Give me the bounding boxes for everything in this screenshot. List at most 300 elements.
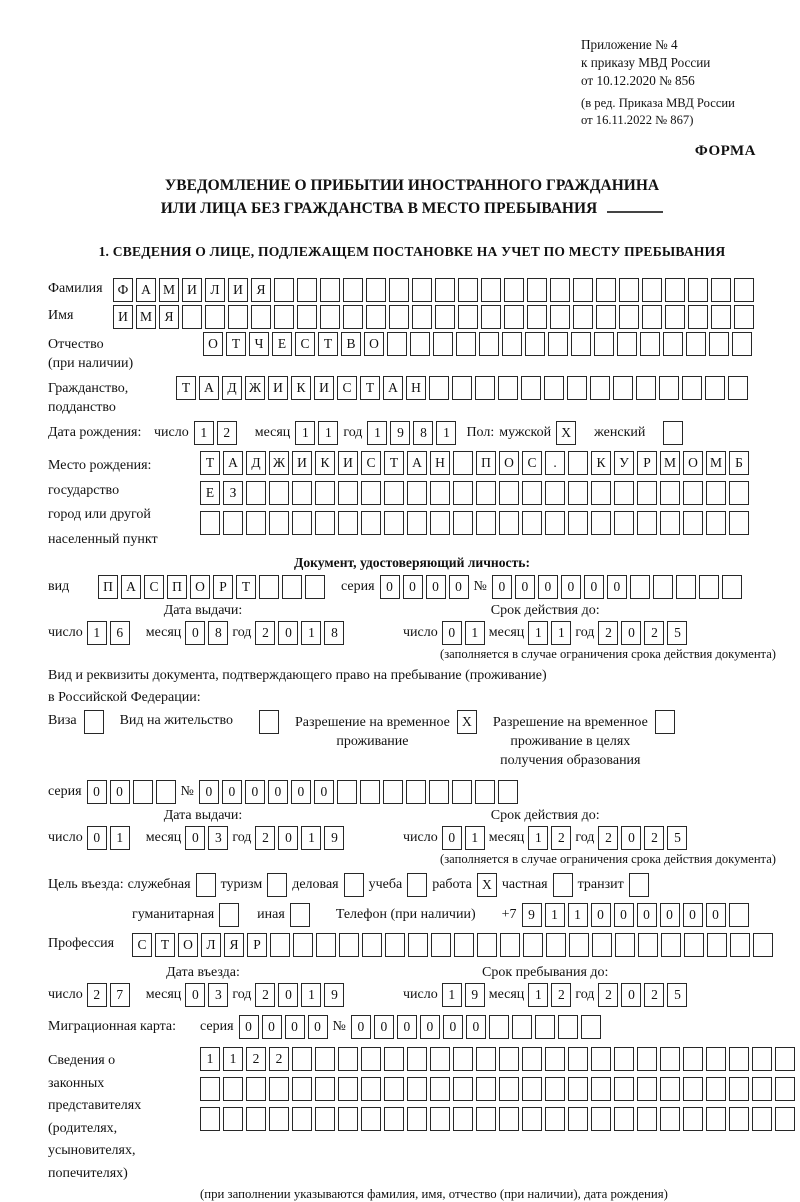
char-cell[interactable] (292, 1047, 312, 1071)
char-cell[interactable] (337, 780, 357, 804)
char-cell[interactable] (499, 1077, 519, 1101)
char-cell[interactable]: 0 (314, 780, 334, 804)
char-cell[interactable] (525, 332, 545, 356)
char-cell[interactable]: 0 (492, 575, 512, 599)
char-cell[interactable] (430, 511, 450, 535)
char-cell[interactable]: 1 (568, 903, 588, 927)
char-cell[interactable] (407, 1107, 427, 1131)
char-cell[interactable] (410, 332, 430, 356)
char-cell[interactable] (489, 1015, 509, 1039)
char-cell[interactable]: Р (213, 575, 233, 599)
char-cell[interactable] (246, 481, 266, 505)
char-cell[interactable]: К (591, 451, 611, 475)
purpose-official-checkbox[interactable] (196, 873, 216, 897)
char-cell[interactable]: 2 (255, 983, 275, 1007)
char-cell[interactable] (660, 1077, 680, 1101)
char-cell[interactable] (729, 481, 749, 505)
char-cell[interactable]: 0 (442, 621, 462, 645)
purpose-study-checkbox[interactable] (407, 873, 427, 897)
char-cell[interactable] (732, 332, 752, 356)
char-cell[interactable] (614, 1077, 634, 1101)
char-cell[interactable] (259, 575, 279, 599)
char-cell[interactable] (642, 278, 662, 302)
char-cell[interactable]: И (314, 376, 334, 400)
char-cell[interactable]: Д (246, 451, 266, 475)
char-cell[interactable]: С (522, 451, 542, 475)
char-cell[interactable] (571, 332, 591, 356)
char-cell[interactable] (615, 933, 635, 957)
char-cell[interactable] (568, 1107, 588, 1131)
char-cell[interactable]: У (614, 451, 634, 475)
char-cell[interactable] (707, 933, 727, 957)
char-cell[interactable] (481, 305, 501, 329)
char-cell[interactable] (476, 511, 496, 535)
char-cell[interactable] (775, 1107, 795, 1131)
char-cell[interactable] (476, 1047, 496, 1071)
char-cell[interactable] (475, 780, 495, 804)
char-cell[interactable]: 8 (208, 621, 228, 645)
purpose-business-checkbox[interactable] (344, 873, 364, 897)
char-cell[interactable]: 0 (397, 1015, 417, 1039)
char-cell[interactable]: 2 (551, 983, 571, 1007)
char-cell[interactable]: 3 (208, 826, 228, 850)
char-cell[interactable] (435, 278, 455, 302)
char-cell[interactable] (614, 511, 634, 535)
char-cell[interactable]: 2 (644, 826, 664, 850)
char-cell[interactable] (752, 1107, 772, 1131)
char-cell[interactable] (430, 1047, 450, 1071)
char-cell[interactable]: 1 (528, 983, 548, 1007)
char-cell[interactable] (182, 305, 202, 329)
char-cell[interactable]: 0 (87, 826, 107, 850)
char-cell[interactable] (499, 481, 519, 505)
char-cell[interactable] (338, 511, 358, 535)
char-cell[interactable]: Я (251, 278, 271, 302)
char-cell[interactable] (297, 278, 317, 302)
char-cell[interactable]: М (706, 451, 726, 475)
char-cell[interactable] (594, 332, 614, 356)
char-cell[interactable] (660, 1047, 680, 1071)
char-cell[interactable]: Ж (269, 451, 289, 475)
char-cell[interactable] (384, 481, 404, 505)
purpose-humanitarian-checkbox[interactable] (219, 903, 239, 927)
char-cell[interactable] (521, 376, 541, 400)
char-cell[interactable] (412, 305, 432, 329)
char-cell[interactable] (458, 278, 478, 302)
char-cell[interactable] (653, 575, 673, 599)
char-cell[interactable]: Ж (245, 376, 265, 400)
purpose-private-checkbox[interactable] (553, 873, 573, 897)
char-cell[interactable] (362, 933, 382, 957)
char-cell[interactable]: Т (155, 933, 175, 957)
char-cell[interactable] (684, 933, 704, 957)
char-cell[interactable]: 0 (185, 826, 205, 850)
char-cell[interactable] (545, 511, 565, 535)
char-cell[interactable] (246, 1077, 266, 1101)
char-cell[interactable] (452, 376, 472, 400)
char-cell[interactable]: 0 (538, 575, 558, 599)
char-cell[interactable]: 0 (278, 826, 298, 850)
char-cell[interactable]: 2 (246, 1047, 266, 1071)
char-cell[interactable] (338, 1077, 358, 1101)
char-cell[interactable]: 2 (644, 983, 664, 1007)
char-cell[interactable] (614, 1047, 634, 1071)
char-cell[interactable] (591, 511, 611, 535)
char-cell[interactable] (454, 933, 474, 957)
char-cell[interactable] (683, 481, 703, 505)
char-cell[interactable] (408, 933, 428, 957)
char-cell[interactable] (545, 1047, 565, 1071)
char-cell[interactable]: 2 (598, 983, 618, 1007)
char-cell[interactable] (476, 1107, 496, 1131)
char-cell[interactable] (502, 332, 522, 356)
char-cell[interactable] (406, 780, 426, 804)
char-cell[interactable] (699, 575, 719, 599)
char-cell[interactable]: 0 (239, 1015, 259, 1039)
char-cell[interactable]: 0 (515, 575, 535, 599)
char-cell[interactable] (592, 933, 612, 957)
char-cell[interactable]: 0 (706, 903, 726, 927)
char-cell[interactable] (383, 780, 403, 804)
char-cell[interactable] (430, 1107, 450, 1131)
char-cell[interactable]: 1 (551, 621, 571, 645)
char-cell[interactable] (550, 305, 570, 329)
char-cell[interactable]: 0 (351, 1015, 371, 1039)
char-cell[interactable] (706, 1047, 726, 1071)
char-cell[interactable] (343, 278, 363, 302)
char-cell[interactable]: 0 (185, 621, 205, 645)
char-cell[interactable]: 1 (367, 421, 387, 445)
char-cell[interactable]: 0 (110, 780, 130, 804)
char-cell[interactable] (688, 305, 708, 329)
char-cell[interactable]: И (182, 278, 202, 302)
char-cell[interactable]: Ч (249, 332, 269, 356)
char-cell[interactable]: И (113, 305, 133, 329)
char-cell[interactable]: 1 (295, 421, 315, 445)
char-cell[interactable]: 9 (324, 826, 344, 850)
char-cell[interactable]: А (121, 575, 141, 599)
char-cell[interactable] (407, 1047, 427, 1071)
char-cell[interactable] (617, 332, 637, 356)
char-cell[interactable]: 0 (285, 1015, 305, 1039)
char-cell[interactable] (430, 481, 450, 505)
char-cell[interactable] (366, 305, 386, 329)
char-cell[interactable]: 0 (222, 780, 242, 804)
char-cell[interactable] (728, 376, 748, 400)
char-cell[interactable]: 2 (551, 826, 571, 850)
char-cell[interactable] (619, 305, 639, 329)
char-cell[interactable] (686, 332, 706, 356)
char-cell[interactable]: С (295, 332, 315, 356)
char-cell[interactable] (568, 1047, 588, 1071)
char-cell[interactable]: Л (205, 278, 225, 302)
char-cell[interactable]: А (223, 451, 243, 475)
char-cell[interactable] (523, 933, 543, 957)
char-cell[interactable]: 0 (466, 1015, 486, 1039)
char-cell[interactable]: 3 (208, 983, 228, 1007)
char-cell[interactable] (775, 1077, 795, 1101)
char-cell[interactable] (591, 481, 611, 505)
char-cell[interactable]: 2 (255, 621, 275, 645)
char-cell[interactable] (522, 1107, 542, 1131)
char-cell[interactable] (251, 305, 271, 329)
char-cell[interactable]: Т (360, 376, 380, 400)
char-cell[interactable]: М (660, 451, 680, 475)
char-cell[interactable]: Е (272, 332, 292, 356)
char-cell[interactable]: 9 (465, 983, 485, 1007)
char-cell[interactable] (504, 305, 524, 329)
char-cell[interactable]: 9 (522, 903, 542, 927)
char-cell[interactable]: Д (222, 376, 242, 400)
char-cell[interactable]: 9 (390, 421, 410, 445)
char-cell[interactable] (384, 1077, 404, 1101)
char-cell[interactable] (682, 376, 702, 400)
char-cell[interactable] (729, 1107, 749, 1131)
char-cell[interactable] (269, 1077, 289, 1101)
char-cell[interactable] (663, 332, 683, 356)
char-cell[interactable]: Л (201, 933, 221, 957)
char-cell[interactable] (558, 1015, 578, 1039)
char-cell[interactable]: 8 (324, 621, 344, 645)
char-cell[interactable] (637, 1047, 657, 1071)
char-cell[interactable]: 1 (200, 1047, 220, 1071)
char-cell[interactable] (479, 332, 499, 356)
char-cell[interactable]: 1 (223, 1047, 243, 1071)
char-cell[interactable] (567, 376, 587, 400)
char-cell[interactable] (729, 1077, 749, 1101)
char-cell[interactable]: 5 (667, 621, 687, 645)
char-cell[interactable] (228, 305, 248, 329)
char-cell[interactable] (292, 481, 312, 505)
char-cell[interactable]: Н (430, 451, 450, 475)
char-cell[interactable]: В (341, 332, 361, 356)
char-cell[interactable]: 0 (607, 575, 627, 599)
char-cell[interactable] (522, 511, 542, 535)
char-cell[interactable] (596, 278, 616, 302)
char-cell[interactable] (642, 305, 662, 329)
char-cell[interactable] (156, 780, 176, 804)
char-cell[interactable]: 0 (637, 903, 657, 927)
char-cell[interactable] (729, 903, 749, 927)
char-cell[interactable] (730, 933, 750, 957)
char-cell[interactable] (246, 511, 266, 535)
char-cell[interactable]: 0 (660, 903, 680, 927)
char-cell[interactable] (269, 511, 289, 535)
char-cell[interactable] (705, 376, 725, 400)
char-cell[interactable] (297, 305, 317, 329)
char-cell[interactable] (706, 1077, 726, 1101)
char-cell[interactable]: 0 (426, 575, 446, 599)
char-cell[interactable] (688, 278, 708, 302)
char-cell[interactable] (504, 278, 524, 302)
char-cell[interactable] (614, 1107, 634, 1131)
char-cell[interactable] (498, 780, 518, 804)
char-cell[interactable]: 0 (278, 621, 298, 645)
char-cell[interactable]: П (476, 451, 496, 475)
char-cell[interactable] (315, 481, 335, 505)
char-cell[interactable]: С (337, 376, 357, 400)
char-cell[interactable]: 2 (269, 1047, 289, 1071)
char-cell[interactable]: 2 (598, 621, 618, 645)
char-cell[interactable]: 0 (199, 780, 219, 804)
char-cell[interactable]: 2 (644, 621, 664, 645)
char-cell[interactable] (660, 481, 680, 505)
char-cell[interactable]: 6 (110, 621, 130, 645)
char-cell[interactable]: И (268, 376, 288, 400)
char-cell[interactable] (729, 511, 749, 535)
char-cell[interactable] (343, 305, 363, 329)
char-cell[interactable] (522, 1047, 542, 1071)
char-cell[interactable] (500, 933, 520, 957)
char-cell[interactable] (476, 1077, 496, 1101)
char-cell[interactable]: 9 (324, 983, 344, 1007)
sex-male-checkbox[interactable]: X (556, 421, 576, 445)
char-cell[interactable] (683, 1107, 703, 1131)
char-cell[interactable]: 0 (308, 1015, 328, 1039)
char-cell[interactable] (477, 933, 497, 957)
char-cell[interactable] (660, 511, 680, 535)
char-cell[interactable]: . (545, 451, 565, 475)
char-cell[interactable]: Б (729, 451, 749, 475)
char-cell[interactable] (638, 933, 658, 957)
char-cell[interactable] (545, 1107, 565, 1131)
char-cell[interactable]: 0 (268, 780, 288, 804)
char-cell[interactable]: А (136, 278, 156, 302)
char-cell[interactable] (407, 481, 427, 505)
char-cell[interactable] (614, 481, 634, 505)
char-cell[interactable]: 1 (442, 983, 462, 1007)
char-cell[interactable]: 2 (87, 983, 107, 1007)
char-cell[interactable]: Т (236, 575, 256, 599)
char-cell[interactable] (338, 1107, 358, 1131)
char-cell[interactable]: 0 (621, 983, 641, 1007)
char-cell[interactable] (458, 305, 478, 329)
char-cell[interactable]: 1 (545, 903, 565, 927)
char-cell[interactable] (453, 1107, 473, 1131)
char-cell[interactable] (499, 1107, 519, 1131)
char-cell[interactable]: 0 (449, 575, 469, 599)
char-cell[interactable] (361, 511, 381, 535)
char-cell[interactable] (269, 1107, 289, 1131)
char-cell[interactable] (361, 1107, 381, 1131)
char-cell[interactable] (573, 305, 593, 329)
char-cell[interactable]: Т (384, 451, 404, 475)
char-cell[interactable]: 1 (87, 621, 107, 645)
char-cell[interactable]: Н (406, 376, 426, 400)
char-cell[interactable] (453, 1047, 473, 1071)
char-cell[interactable]: Е (200, 481, 220, 505)
char-cell[interactable] (292, 511, 312, 535)
char-cell[interactable] (360, 780, 380, 804)
char-cell[interactable] (412, 278, 432, 302)
char-cell[interactable]: 1 (465, 621, 485, 645)
char-cell[interactable]: Т (176, 376, 196, 400)
char-cell[interactable] (568, 1077, 588, 1101)
char-cell[interactable]: 1 (436, 421, 456, 445)
char-cell[interactable]: К (315, 451, 335, 475)
char-cell[interactable]: 0 (374, 1015, 394, 1039)
char-cell[interactable] (734, 305, 754, 329)
char-cell[interactable] (407, 1077, 427, 1101)
char-cell[interactable]: 7 (110, 983, 130, 1007)
purpose-other-checkbox[interactable] (290, 903, 310, 927)
char-cell[interactable] (545, 481, 565, 505)
char-cell[interactable]: 0 (561, 575, 581, 599)
char-cell[interactable] (709, 332, 729, 356)
char-cell[interactable] (315, 511, 335, 535)
rvp-checkbox[interactable]: X (457, 710, 477, 734)
char-cell[interactable]: О (364, 332, 384, 356)
char-cell[interactable] (385, 933, 405, 957)
char-cell[interactable]: 0 (443, 1015, 463, 1039)
char-cell[interactable]: С (361, 451, 381, 475)
char-cell[interactable] (512, 1015, 532, 1039)
char-cell[interactable] (361, 1077, 381, 1101)
char-cell[interactable] (361, 481, 381, 505)
char-cell[interactable] (596, 305, 616, 329)
char-cell[interactable] (339, 933, 359, 957)
char-cell[interactable]: 2 (217, 421, 237, 445)
char-cell[interactable] (338, 1047, 358, 1071)
char-cell[interactable] (453, 511, 473, 535)
char-cell[interactable] (683, 511, 703, 535)
char-cell[interactable]: И (228, 278, 248, 302)
char-cell[interactable] (527, 305, 547, 329)
char-cell[interactable] (683, 1077, 703, 1101)
char-cell[interactable]: 8 (413, 421, 433, 445)
purpose-tourism-checkbox[interactable] (267, 873, 287, 897)
char-cell[interactable]: М (136, 305, 156, 329)
char-cell[interactable] (389, 305, 409, 329)
char-cell[interactable]: Я (224, 933, 244, 957)
rvpo-checkbox[interactable] (655, 710, 675, 734)
char-cell[interactable] (706, 511, 726, 535)
char-cell[interactable] (429, 780, 449, 804)
char-cell[interactable] (752, 1077, 772, 1101)
char-cell[interactable] (661, 933, 681, 957)
char-cell[interactable]: 1 (301, 826, 321, 850)
char-cell[interactable] (637, 1107, 657, 1131)
char-cell[interactable]: О (203, 332, 223, 356)
char-cell[interactable] (435, 305, 455, 329)
char-cell[interactable]: 2 (255, 826, 275, 850)
char-cell[interactable] (640, 332, 660, 356)
char-cell[interactable] (753, 933, 773, 957)
char-cell[interactable]: М (159, 278, 179, 302)
char-cell[interactable] (475, 376, 495, 400)
char-cell[interactable]: А (383, 376, 403, 400)
char-cell[interactable] (545, 1077, 565, 1101)
char-cell[interactable] (223, 511, 243, 535)
purpose-transit-checkbox[interactable] (629, 873, 649, 897)
char-cell[interactable] (683, 1047, 703, 1071)
char-cell[interactable] (205, 305, 225, 329)
purpose-work-checkbox[interactable]: X (477, 873, 497, 897)
char-cell[interactable]: З (223, 481, 243, 505)
char-cell[interactable]: 0 (591, 903, 611, 927)
char-cell[interactable]: О (190, 575, 210, 599)
char-cell[interactable] (200, 511, 220, 535)
char-cell[interactable]: 0 (442, 826, 462, 850)
char-cell[interactable] (535, 1015, 555, 1039)
char-cell[interactable]: 0 (584, 575, 604, 599)
char-cell[interactable] (548, 332, 568, 356)
char-cell[interactable]: 0 (185, 983, 205, 1007)
char-cell[interactable]: С (144, 575, 164, 599)
char-cell[interactable]: 1 (528, 826, 548, 850)
char-cell[interactable]: О (178, 933, 198, 957)
char-cell[interactable] (568, 451, 588, 475)
